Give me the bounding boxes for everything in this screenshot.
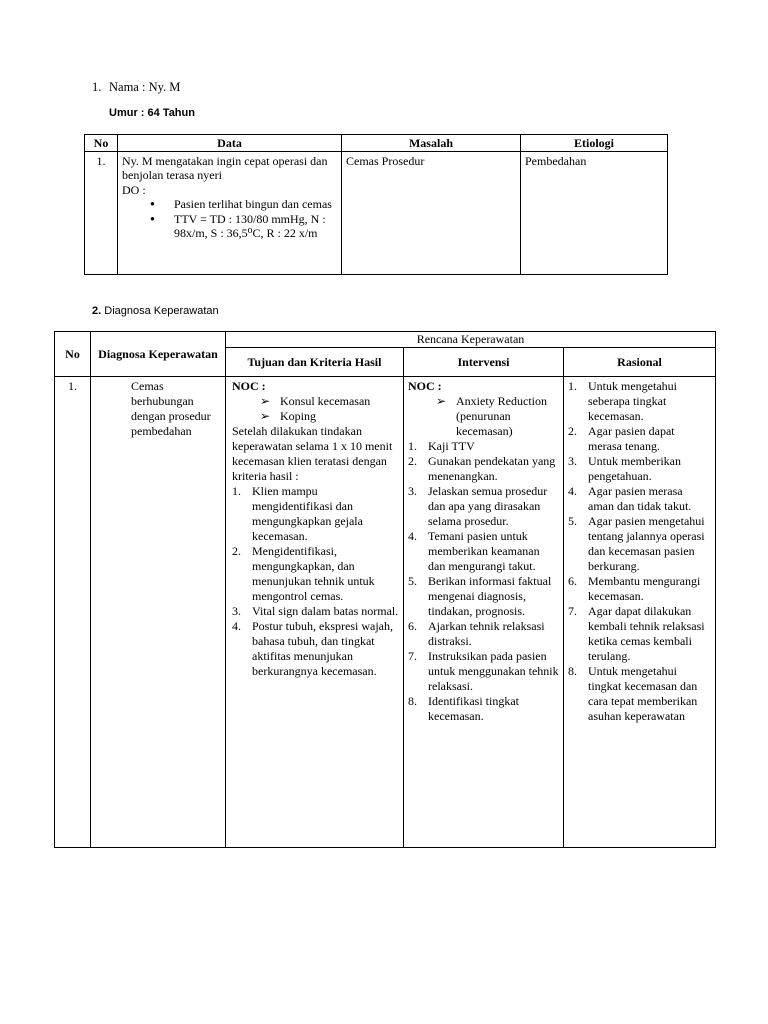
list-item	[568, 379, 711, 424]
list-item: ➢ Koping	[280, 409, 399, 424]
list-item	[232, 484, 399, 544]
list-text: Postur tubuh, ekspresi wajah, bahasa tubuh, dan tingkat aktifitas menunjukan berkurangnya kecemasan.	[252, 619, 393, 678]
list-text: Mengidentifikasi, mengungkapkan, dan menunjukan tehnik untuk mengontrol cemas.	[252, 544, 375, 603]
list-num: 4.	[408, 529, 417, 543]
data-bullet-list	[122, 197, 337, 241]
cell-data	[118, 151, 342, 274]
list-num: 1.	[232, 484, 241, 498]
list-num: 2.	[568, 424, 577, 438]
list-text: Instruksikan pada pasien untuk menggunakan tehnik relaksasi.	[428, 649, 559, 693]
list-num: 1.	[408, 439, 417, 453]
header-rencana: Rencana Keperawatan	[226, 332, 716, 348]
list-num: 3.	[568, 454, 577, 468]
list-item	[568, 424, 711, 454]
header-tujuan: Tujuan dan Kriteria Hasil	[226, 348, 404, 377]
list-num: 1.	[568, 379, 577, 393]
list-item	[232, 544, 399, 604]
list-num: 2.	[232, 544, 241, 558]
list-text: Ajarkan tehnik relaksasi distraksi.	[428, 619, 545, 648]
list-item	[408, 454, 559, 484]
intervention-list	[408, 439, 559, 724]
tujuan-intro: Setelah dilakukan tindakan keperawatan selama 1 x 10 menit kecemasan klien teratasi dengan kriteria hasil :	[232, 424, 393, 483]
cell-etiologi: Pembedahan	[521, 151, 668, 274]
list-text: Agar pasien merasa aman dan tidak takut.	[588, 484, 692, 513]
table-header-row	[85, 135, 668, 152]
list-item	[568, 664, 711, 724]
list-num: 4.	[568, 484, 577, 498]
header-etiologi: Etiologi	[521, 135, 668, 152]
cell-intervensi	[404, 377, 564, 848]
list-num: 6.	[568, 574, 577, 588]
list-item	[408, 439, 559, 454]
list-num: 2.	[408, 454, 417, 468]
care-plan-table	[54, 331, 716, 848]
section-number: 2.	[92, 305, 102, 317]
list-item: ● Pasien terlihat bingun dan cemas	[174, 197, 337, 212]
table-row	[55, 377, 716, 848]
list-num: 4.	[232, 619, 241, 633]
list-item	[568, 484, 711, 514]
header-intervensi: Intervensi	[404, 348, 564, 377]
header-data: Data	[118, 135, 342, 152]
list-item	[232, 604, 399, 619]
cell-rasional	[564, 377, 716, 848]
list-item	[232, 619, 399, 679]
list-item	[568, 574, 711, 604]
list-text: Agar dapat dilakukan kembali tehnik relaksasi ketika cemas kembali terulang.	[588, 604, 705, 663]
rationale-list	[568, 379, 711, 724]
list-num: 8.	[568, 664, 577, 678]
cell-no: 1.	[85, 151, 118, 274]
header-no: No	[85, 135, 118, 152]
list-text: Jelaskan semua prosedur dan apa yang dirasakan selama prosedur.	[428, 484, 548, 528]
list-num: 7.	[408, 649, 417, 663]
list-text: Temani pasien untuk memberikan keamanan dan mengurangi takut.	[428, 529, 540, 573]
list-text: Vital sign dalam batas normal.	[252, 604, 399, 618]
list-item: ➢ Konsul kecemasan	[280, 394, 399, 409]
list-text: Gunakan pendekatan yang menenangkan.	[428, 454, 556, 483]
list-item	[408, 649, 559, 694]
cell-tujuan	[226, 377, 404, 848]
patient-name-line	[92, 80, 180, 95]
cell-no: 1.	[55, 377, 91, 848]
list-number: 1.	[92, 80, 102, 94]
list-num: 3.	[408, 484, 417, 498]
list-text: Membantu mengurangi kecemasan.	[588, 574, 701, 603]
list-num: 5.	[568, 514, 577, 528]
list-text: Untuk mengetahui seberapa tingkat kecemasan.	[588, 379, 677, 423]
list-item: ● TTV = TD : 130/80 mmHg, N : 98x/m, S : 36,5⁰C, R : 22 x/m	[174, 212, 337, 241]
list-item	[408, 694, 559, 724]
list-item	[568, 514, 711, 574]
list-text: Untuk mengetahui tingkat kecemasan dan cara tepat memberikan asuhan keperawatan	[588, 664, 698, 723]
list-item	[408, 574, 559, 619]
list-num: 8.	[408, 694, 417, 708]
list-item	[408, 529, 559, 574]
list-text: Agar pasien mengetahui tentang jalannya operasi dan kecemasan pasien berkurang.	[588, 514, 705, 573]
list-text: Untuk memberikan pengetahuan.	[588, 454, 681, 483]
header-no: No	[55, 332, 91, 377]
list-num: 6.	[408, 619, 417, 633]
header-diagnosa: Diagnosa Keperawatan	[91, 332, 226, 377]
table-header-row	[55, 332, 716, 348]
noc-list	[408, 394, 559, 439]
list-text: Berikan informasi faktual mengenai diagnosis, tindakan, prognosis.	[428, 574, 552, 618]
patient-age: Umur : 64 Tahun	[109, 107, 195, 119]
table-row	[85, 151, 668, 274]
cell-diagnosa: Cemas berhubungan dengan prosedur pembedahan	[91, 377, 226, 848]
list-item	[568, 604, 711, 664]
list-text: Identifikasi tingkat kecemasan.	[428, 694, 519, 723]
list-num: 7.	[568, 604, 577, 618]
noc-label: NOC :	[408, 379, 442, 393]
list-item	[408, 484, 559, 529]
list-num: 5.	[408, 574, 417, 588]
data-objective-label: DO :	[122, 182, 146, 197]
list-num: 3.	[232, 604, 241, 618]
noc-list	[232, 394, 399, 424]
section-title: Diagnosa Keperawatan	[104, 305, 219, 317]
section-heading	[92, 305, 219, 317]
list-item: ➢ Anxiety Reduction (penurunan kecemasan)	[456, 394, 559, 439]
data-subjective: Ny. M mengatakan ingin cepat operasi dan benjolan terasa nyeri	[122, 153, 328, 182]
list-text: Klien mampu mengidentifikasi dan mengungkapkan gejala kecemasan.	[252, 484, 363, 543]
assessment-table	[84, 134, 668, 275]
criteria-list	[232, 484, 399, 679]
patient-name: Nama : Ny. M	[109, 80, 181, 94]
list-item	[568, 454, 711, 484]
cell-masalah: Cemas Prosedur	[342, 151, 521, 274]
header-masalah: Masalah	[342, 135, 521, 152]
list-item	[408, 619, 559, 649]
noc-label: NOC :	[232, 379, 266, 393]
list-text: Kaji TTV	[428, 439, 475, 453]
list-text: Agar pasien dapat merasa tenang.	[588, 424, 675, 453]
header-rasional: Rasional	[564, 348, 716, 377]
